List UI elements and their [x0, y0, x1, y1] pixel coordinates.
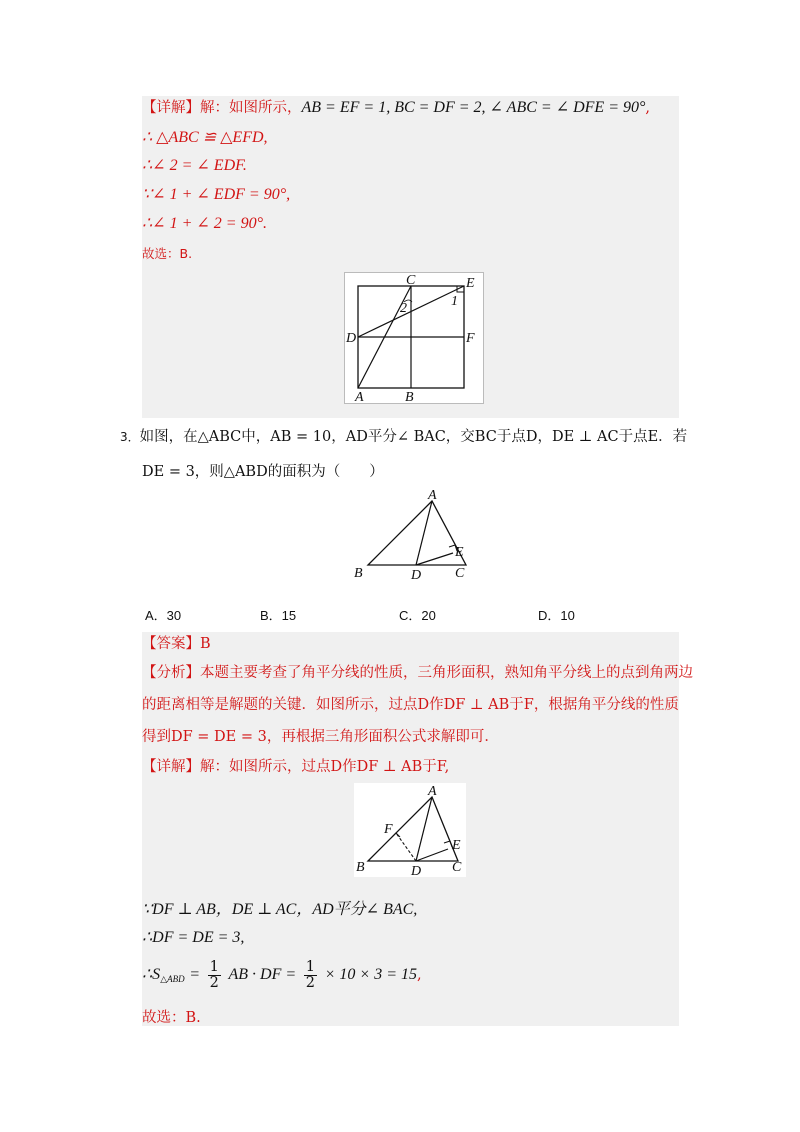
detail-tag: 【详解】 [142, 759, 200, 775]
label-D: D [346, 331, 357, 346]
question-text-1: 如图，在△ABC中，AB = 10，AD平分∠ BAC，交BC于点D，DE ⊥ AC于点E．若 [139, 429, 688, 445]
label-E: E [466, 276, 475, 291]
q3-analysis-line2: 的距离相等是解题的关键．如图所示，过点D作DF ⊥ AB于F，根据角平分线的性质 [142, 697, 679, 713]
label-D: D [411, 864, 422, 877]
q3-analysis-line1 [142, 663, 693, 683]
q2-conclusion-line: ∴∠ 1 + ∠ 2 = 90°. [142, 215, 267, 232]
q3-line1 [120, 427, 687, 447]
triangle-perpendicular-diagram [354, 783, 466, 877]
analysis-text-1: 本题主要考查了角平分线的性质，三角形面积，熟知角平分线上的点到角两边 [200, 665, 693, 681]
triangle-diagram [348, 487, 476, 581]
detail-lead: 解：如图所示， [200, 100, 302, 116]
punct: , [416, 967, 422, 983]
ab-dot-df: AB · DF = [228, 966, 297, 983]
q3-step2: ∴DF = DE = 3, [142, 929, 245, 946]
area-subscript: △ABD [160, 974, 185, 984]
option-a[interactable]: A．30 [145, 608, 182, 623]
q2-congruence-line: ∴ △ABC ≌ △EFD, [142, 129, 268, 146]
label-B: B [356, 860, 365, 875]
figure-squares [344, 272, 484, 404]
fraction-half-1 [208, 960, 221, 991]
q3-answer-line: 【答案】B [142, 636, 211, 652]
equals: = [189, 966, 201, 983]
punct: , [645, 100, 650, 116]
option-c[interactable]: C．20 [399, 608, 436, 623]
analysis-tag: 【分析】 [142, 665, 200, 681]
label-A: A [428, 488, 437, 503]
product-result: × 10 × 3 = 15 [324, 966, 417, 983]
q3-step1: ∵DF ⊥ AB，DE ⊥ AC，AD平分∠ BAC, [142, 901, 418, 918]
fraction-denominator: 2 [209, 974, 219, 991]
label-A: A [355, 390, 364, 404]
detail-text: 解：如图所示，过点D作DF ⊥ AB于F, [200, 759, 450, 775]
fraction-half-2 [304, 960, 317, 991]
q2-answer-line: 故选：B. [142, 246, 193, 261]
label-A: A [428, 784, 437, 799]
fraction-numerator: 1 [209, 958, 219, 975]
q2-detail-line1 [142, 98, 650, 118]
fraction-numerator: 1 [305, 958, 315, 975]
q2-angle-sum-line: ∵∠ 1 + ∠ EDF = 90°, [142, 186, 291, 203]
label-F: F [466, 331, 475, 346]
q3-final-answer: 故选：B. [142, 1010, 201, 1026]
question-number: 3． [120, 430, 140, 444]
label-B: B [354, 566, 363, 581]
label-D: D [411, 568, 422, 581]
squares-diagram [344, 272, 484, 404]
label-E: E [455, 545, 464, 560]
label-F: F [384, 822, 393, 837]
q2-angle-equal-line: ∴∠ 2 = ∠ EDF. [142, 157, 247, 174]
q3-line2: DE = 3，则△ABD的面积为（ ） [142, 464, 384, 480]
label-1: 1 [451, 294, 458, 309]
option-b[interactable]: B．15 [260, 608, 297, 623]
option-d[interactable]: D．10 [538, 608, 575, 623]
label-E: E [452, 838, 461, 853]
given-equalities: AB = EF = 1, BC = DF = 2, ∠ ABC = ∠ DFE = 90° [301, 99, 646, 116]
fraction-denominator: 2 [305, 974, 315, 991]
label-C: C [406, 273, 416, 288]
q3-step3 [142, 958, 422, 992]
label-C: C [455, 566, 465, 581]
q3-detail-line [142, 757, 449, 777]
label-C: C [452, 860, 462, 875]
label-B: B [405, 390, 414, 404]
detail-tag: 【详解】 [142, 100, 200, 116]
q3-analysis-line3: 得到DF = DE = 3，再根据三角形面积公式求解即可． [142, 729, 499, 745]
figure-triangle [348, 487, 476, 581]
area-symbol: ∴S [142, 966, 161, 983]
label-2: 2 [400, 301, 407, 316]
figure-triangle-with-perpendicular [354, 783, 466, 877]
